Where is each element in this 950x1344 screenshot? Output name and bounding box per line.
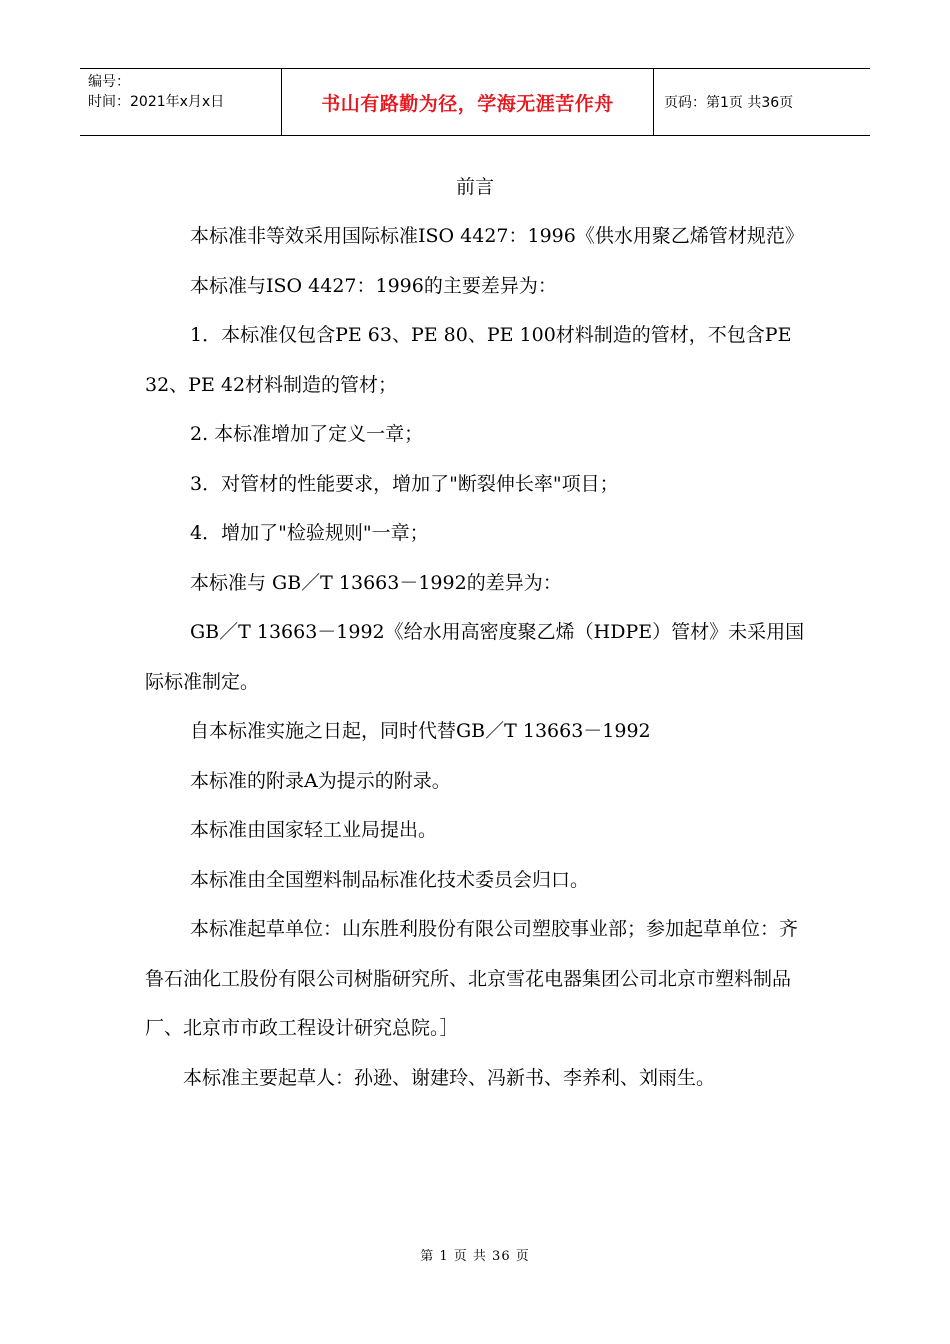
- paragraph: 4．增加了"检验规则"一章；: [190, 522, 429, 544]
- page-header: [80, 68, 870, 136]
- paragraph: 3．对管材的性能要求，增加了"断裂伸长率"项目；: [190, 472, 619, 495]
- header-meta: [80, 69, 282, 135]
- paragraph: 2. 本标准增加了定义一章；: [190, 423, 424, 445]
- document-body: [145, 212, 810, 1103]
- document-time-label: 时间：2021年x月x日: [88, 94, 225, 110]
- paragraph: 自本标准实施之日起，同时代替GB／T 13663－1992: [190, 720, 651, 742]
- paragraph: GB／T 13663－1992《给水用高密度聚乙烯（HDPE）管材》未采用国际标准制定。: [145, 621, 805, 693]
- paragraph: 本标准由国家轻工业局提出。: [190, 819, 438, 841]
- paragraph: 本标准起草单位：山东胜利股份有限公司塑胶事业部；参加起草单位：齐鲁石油化工股份有限公司树脂研究所、北京雪花电器集团公司北京市塑料制品厂、北京市市政工程设计研究总院。］: [145, 918, 799, 1039]
- paragraph: 本标准由全国塑料制品标准化技术委员会归口。: [190, 868, 590, 891]
- paragraph: 本标准与ISO 4427：1996的主要差异为：: [190, 274, 557, 297]
- paragraph: 本标准与 GB／T 13663－1992的差异为：: [190, 571, 562, 594]
- paragraph: 1．本标准仅包含PE 63、PE 80、PE 100材料制造的管材，不包含PE 32、PE 42材料制造的管材；: [145, 324, 792, 396]
- document-number-label: 编号：: [88, 74, 130, 90]
- paragraph: 本标准主要起草人：孙逊、谢建玲、冯新书、李养利、刘雨生。: [183, 1066, 716, 1089]
- document-title: 前言: [455, 176, 494, 198]
- header-motto: 书山有路勤为径，学海无涯苦作舟: [282, 69, 654, 135]
- paragraph: 本标准的附录A为提示的附录。: [190, 769, 451, 792]
- header-page-info: 页码：第1页 共36页: [664, 95, 794, 111]
- page-footer: 第 1 页 共 36 页: [420, 1249, 530, 1264]
- paragraph: 本标准非等效采用国际标准ISO 4427：1996《供水用聚乙烯管材规范》: [190, 225, 804, 247]
